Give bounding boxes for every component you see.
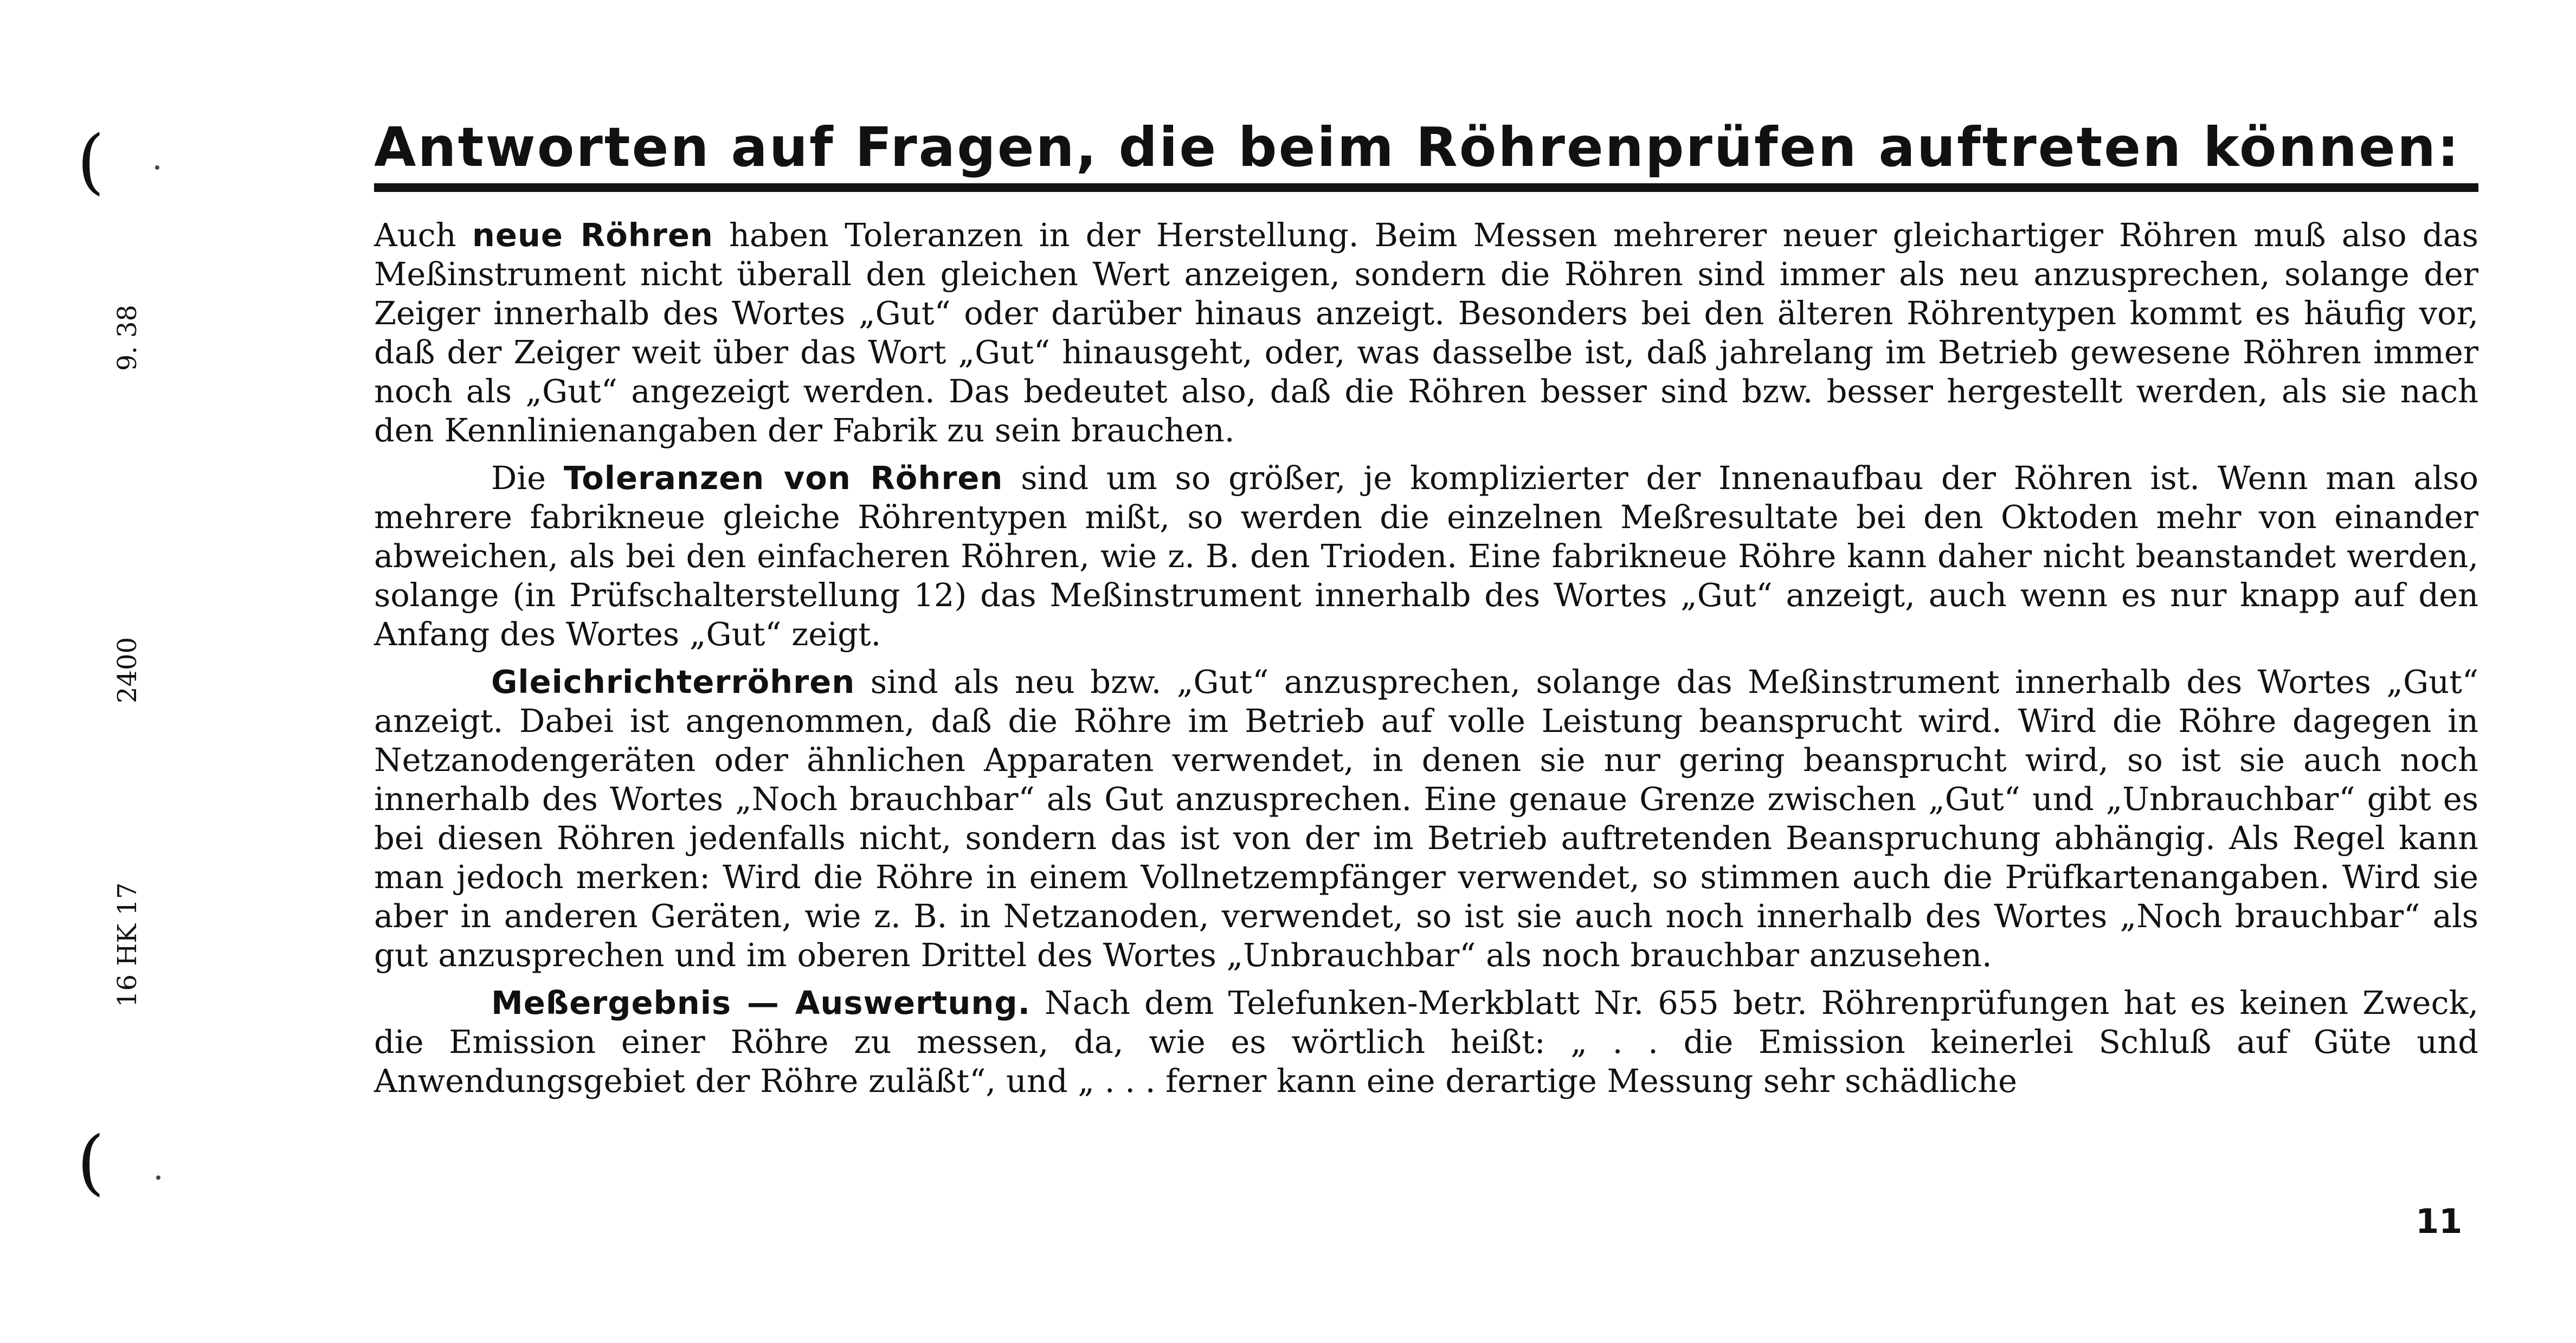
- margin-mark-top: [155, 165, 159, 170]
- margin-bracket-top: (: [77, 120, 105, 202]
- page-title: Antworten auf Fragen, die beim Röhrenprüfen auftreten können:: [374, 115, 2461, 179]
- margin-mark-bottom: [156, 1175, 160, 1180]
- page-number: 11: [2416, 1201, 2463, 1241]
- margin-date-note: 9. 38: [112, 304, 143, 371]
- bold-term-tube-tolerances: Toleranzen von Röhren: [563, 459, 1003, 497]
- paragraph-text-before: Auch: [374, 216, 472, 254]
- paragraph-text-after: haben Toleranzen in der Herstellung. Beim Messen mehrerer neuer gleichartiger Röhren muß also das Meßinstrument nicht überall den gleichen Wert anzeigen, sondern die Röhren sind immer als neu anzusprechen, solange der Zeiger innerhalb des Wortes „Gut“ oder darüber hinaus anzeigt. Besonders bei den älteren Röhrentypen kommt es häufig vor, daß der Zeiger weit über das Wort „Gut“ hinausgeht, oder, was dasselbe ist, daß jahrelang im Betrieb gewesene Röhren immer noch als „Gut“ angezeigt werden. Das bedeutet also, daß die Röhren besser sind bzw. besser hergestellt werden, als sie nach den Kennlinienangaben der Fabrik zu sein brauchen.: [374, 216, 2478, 449]
- paragraph-text-after: Nach dem Telefunken-Merkblatt Nr. 655 betr. Röhrenprüfungen hat es keinen Zweck, die Emission einer Röhre zu messen, da, wie es wörtlich heißt: „ . . die Emission keinerlei Schluß auf Güte und Anwendungsgebiet der Röhre zuläßt“, und „ . . . ferner kann eine derartige Messung sehr schädliche: [374, 984, 2478, 1100]
- margin-code-note: 16 HK 17: [112, 882, 143, 1007]
- bold-term-measurement-result: Meßergebnis — Auswertung.: [491, 984, 1031, 1021]
- paragraph-rectifier-tubes: [374, 663, 2478, 975]
- document-body: [374, 216, 2478, 1101]
- paragraph-text-after: sind als neu bzw. „Gut“ anzusprechen, solange das Meßinstrument innerhalb des Wortes „Gut“ anzeigt. Dabei ist angenommen, daß die Röhre im Betrieb auf volle Leistung beansprucht wird. Wird die Röhre dagegen in Netzanodengeräten oder ähnlichen Apparaten verwendet, in denen sie nur gering beansprucht wird, so ist sie auch noch innerhalb des Wortes „Noch brauchbar“ als Gut anzusprechen. Eine genaue Grenze zwischen „Gut“ und „Unbrauchbar“ gibt es bei diesen Röhren jedenfalls nicht, sondern das ist von der im Betrieb auftretenden Beanspruchung abhängig. Als Regel kann man jedoch merken: Wird die Röhre in einem Vollnetzempfänger verwendet, so stimmen auch die Prüfkartenangaben. Wird sie aber in anderen Geräten, wie z. B. in Netzanoden, verwendet, so ist sie auch noch innerhalb des Wortes „Noch brauchbar“ als gut anzusprechen und im oberen Drittel des Wortes „Unbrauchbar“ als noch brauchbar anzusehen.: [374, 663, 2478, 974]
- paragraph-new-tubes: [374, 216, 2478, 450]
- paragraph-text-before: Die: [491, 459, 564, 497]
- bold-term-rectifier-tubes: Gleichrichterröhren: [491, 663, 855, 701]
- paragraph-measurement-result: [374, 984, 2478, 1101]
- margin-bracket-bottom: (: [77, 1121, 105, 1203]
- margin-number-note: 2400: [112, 637, 143, 704]
- paragraph-tube-tolerances: [374, 459, 2478, 654]
- title-rule: [374, 183, 2478, 192]
- paragraph-text-after: sind um so größer, je komplizierter der Innenaufbau der Röhren ist. Wenn man also mehrere fabrikneue gleiche Röhrentypen mißt, so werden die einzelnen Meßresultate bei den Oktoden mehr von einander abweichen, als bei den einfacheren Röhren, wie z. B. den Trioden. Eine fabrikneue Röhre kann daher nicht beanstandet werden, solange (in Prüfschalterstellung 12) das Meßinstrument innerhalb des Wortes „Gut“ anzeigt, auch wenn es nur knapp auf den Anfang des Wortes „Gut“ zeigt.: [374, 459, 2479, 653]
- bold-term-new-tubes: neue Röhren: [472, 216, 713, 254]
